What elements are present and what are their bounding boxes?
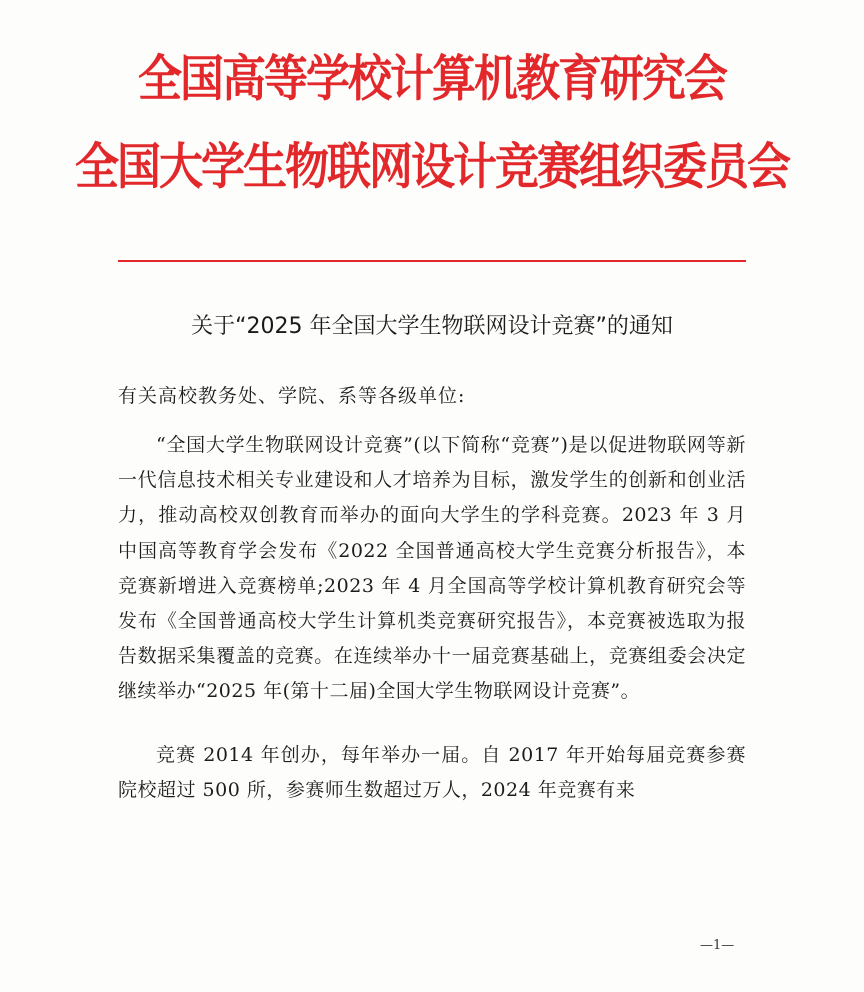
letterhead-divider — [118, 260, 746, 262]
notice-paragraph-2: 竞赛 2014 年创办，每年举办一届。自 2017 年开始每届竞赛参赛院校超过 500 所，参赛师生数超过万人，2024 年竞赛有来 — [118, 743, 746, 801]
letterhead-org-1: 全国高等学校计算机教育研究会 — [138, 50, 726, 108]
notice-title: 关于“2025 年全国大学生物联网设计竞赛”的通知 — [191, 314, 673, 339]
notice-body — [118, 376, 746, 808]
notice-paragraph-1: “全国大学生物联网设计竞赛”(以下简称“竞赛”)是以促进物联网等新一代信息技术相关专业建设和人才培养为目标，激发学生的创新和创业活力，推动高校双创教育而举办的面向大学生的学科竞赛。2023 年 3 月中国高等教育学会发布《2022 全国普通高校大学生竞赛分析报告》，本竞赛新增进入竞赛榜单;2023 年 4 月全国高等学校计算机教育研究会等发布《全国普通高校大学生计算机类竞赛研究报告》，本竞赛被选取为报告数据采集覆盖的竞赛。在连续举办十一届竞赛基础上，竞赛组委会决定继续举办“2025 年(第十二届)全国大学生物联网设计竞赛”。 — [118, 434, 746, 703]
letterhead-org-2: 全国大学生物联网设计竞赛组织委员会 — [75, 138, 789, 196]
notice-salutation: 有关高校教务处、学院、系等各级单位: — [118, 385, 466, 407]
page-number: —1— — [700, 938, 735, 953]
letterhead — [0, 50, 864, 198]
